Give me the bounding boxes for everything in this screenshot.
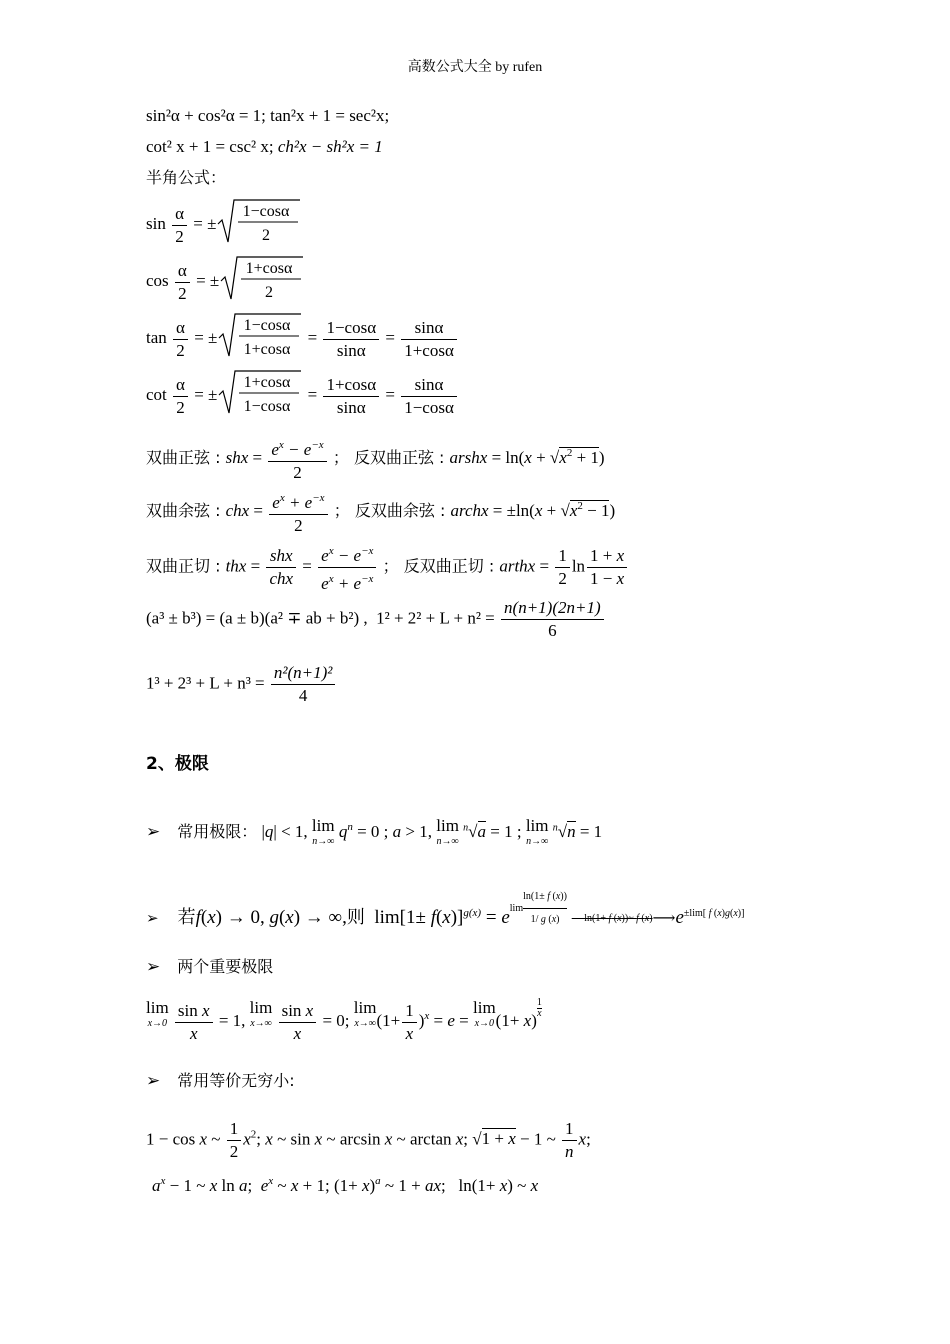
cot-csc-identity-line [146,136,383,158]
hyperbolic-cosine-line: 双曲余弦 : chx = $\frac{e^x + e^{-x}}{2}$ ； 反双曲余弦 : archx = $\pm\ln(x + √x^2 - 1)$ [146,489,615,535]
cos-label: cos [146,270,169,290]
section-title: 2、极限 [146,754,209,774]
svg-text:1+cosα: 1+cosα [244,374,291,391]
sqrt-radical [217,369,303,423]
pythagorean-identity-text: sin²α + cos²α = 1; tan²x + 1 = sec²x; [146,106,390,125]
inverse-hyperbolic-cosine-label: ； 反双曲余弦 : [333,500,451,520]
hyperbolic-identity-text: ch²x − sh²x = 1 [277,137,383,156]
sqrt-radical [219,255,305,309]
arrow-bullet-icon: ➢ [146,910,159,927]
pythagorean-identity-line [146,105,389,127]
fraction: $\frac{1}{2}$ [227,1120,242,1161]
equivalent-infinitesimals-label: 常用等价无穷小: [177,1071,295,1090]
svg-text:1−cosα: 1−cosα [244,398,291,415]
sum-cubes-denominator: 4 [298,686,308,705]
svg-text:1+cosα: 1+cosα [244,341,291,358]
sqrt-radical [216,198,302,252]
limit-rule-line: ➢ 若f(x) → 0, g(x) → ∞,则 $\lim[1\pm f(x)]^{g(x)} = e^{lim \frac{\ln(1\pm f (x))}{1/ g (x)}}$ ln(1+ f (x))~ f $(x)⟶e^{\pm lim[ f (x)g(x)]}$ [146,886,744,932]
sum-squares-numerator: n(n+1)(2n+1) [501,599,604,620]
tan-label: tan [146,327,167,347]
cos-half-angle-formula: cos $\frac{\alpha}{2}$ = ± 1+cosα 2 [146,255,305,309]
fraction: $\frac{1}{2}$ [555,547,570,588]
two-important-limits-label: 两个重要极限 [177,957,274,976]
hyperbolic-tangent-line: 双曲正切 : thx = $\frac{\text{shx}}{\text{chx}}$ = $\frac{e^x - e^{-x}}{e^x + e^{-x}}$ ； 反双曲正切 : arthx = $\frac{1}{2}$ ln $\frac{1 + x}{1 - x}$ [146,542,629,593]
fraction: $\frac{e^x - e^{-x}}{2}$ [268,436,326,482]
svg-text:1−cosα: 1−cosα [243,203,290,220]
fraction [501,599,604,640]
arrow-bullet-icon: ➢ [146,1071,161,1090]
sum-squares-denominator: 6 [548,621,557,640]
svg-text:1+cosα: 1+cosα [245,260,293,277]
fraction: $\frac{e^x + e^{-x}}{2}$ [269,489,327,535]
fraction [271,664,336,705]
inverse-hyperbolic-tangent-label: ； 反双曲正切 : [382,556,500,576]
hyperbolic-tangent-label: 双曲正切 : [146,556,226,576]
sin-half-angle-formula: sin $\frac{\alpha}{2}$ = ± 1−cosα 2 [146,198,302,252]
sum-squares-left: 1² + 2² + L + n² = [376,608,495,628]
sqrt-radical [217,312,303,366]
if-label: 若 [177,906,196,928]
sum-cubes-left: 1³ + 2³ + L + n³ = [146,673,265,693]
sum-difference-cubes-text: (a³ ± b³) = (a ± b)(a² ∓ ab + b²) , [146,608,368,628]
fraction: $\frac{e^x - e^{-x}}{e^x + e^{-x}}$ [318,542,376,593]
alpha-over-2: $\frac{\alpha}{2}$ [173,319,188,360]
fraction: $\frac{1}{n}$ [562,1120,577,1161]
equivalent-infinitesimals-title [146,1070,295,1092]
half-angle-title: 半角公式： [146,168,227,187]
alpha-over-2: $\frac{\alpha}{2}$ [173,376,188,417]
sum-cubes-numerator: n²(n+1)² [271,664,336,685]
common-limits-label: 常用极限： [177,822,258,841]
cot-csc-identity-text: cot² x + 1 = csc² x; [146,137,274,156]
common-limits-line: ➢ 常用极限： |q| < 1, lim n→∞ $q^n = 0$ ; a > 1, lim n→∞ $^n$√a = 1 ; lim n→∞ $^n$√n = 1 [146,816,603,847]
fraction: $\frac{\text{sin x}}{x}$ [175,1002,213,1043]
equivalent-infinitesimals-line-1: 1 − cos x ~ $\frac{1}{2}$ $x^2$; x ~ sin x ~ arcsin x ~ arctan x; √1 + x − 1 ~ $\frac{1}{n}$ x; [146,1119,591,1161]
tan-half-angle-formula: tan $\frac{\alpha}{2}$ = ± 1−cosα 1+cosα = $\frac{1-\cos\alpha}{\sin\alpha}$ = $\frac{\sin\alpha}{1+\cos\alpha}$ [146,312,459,366]
svg-text:2: 2 [265,284,274,301]
fraction: $\frac{\text{shx}}{\text{chx}}$ [266,547,296,588]
inverse-hyperbolic-sine-label: ； 反双曲正弦 : [332,447,450,467]
fraction: $\frac{\sin\alpha}{1+\cos\alpha}$ [401,319,457,360]
two-important-limits-title [146,956,273,978]
fraction: $\frac{1 + x}{1 - x}$ [587,547,627,588]
hyperbolic-sine-line: 双曲正弦 : shx = $\frac{e^x - e^{-x}}{2}$ ； 反双曲正弦 : arshx = $\ln(x + √x^2 + 1)$ [146,436,605,482]
fraction: $\frac{\text{sin x}}{x}$ [279,1002,317,1043]
fraction: $\frac{1}{x}$ [402,1002,417,1043]
fraction: $\frac{1-\cos\alpha}{\sin\alpha}$ [323,319,379,360]
equivalent-infinitesimals-line-2: $a^x - 1$ ~ x ln a; $e^x$ ~ x + 1; $(1+ x)^a$ ~ 1 + ax; ln(1+ x) ~ x [152,1175,539,1195]
alpha-over-2: $\frac{\alpha}{2}$ [172,205,187,246]
fraction: $\frac{1+\cos\alpha}{\sin\alpha}$ [323,376,379,417]
page-header: 高数公式大全 by rufen [407,60,543,75]
hyperbolic-sine-label: 双曲正弦 : [146,447,226,467]
sum-cubes-line [146,664,337,705]
arrow-bullet-icon: ➢ [146,957,161,976]
svg-text:2: 2 [262,227,271,244]
two-important-limits-formula: lim x→0 $\frac{\text{sin x}}{x}$ = 1, lim x→∞ $\frac{\text{sin x}}{x}$ = 0; lim x→∞ (1+ $\frac{1}{x}$ )$^x$ = e = lim x→0 (1+ x) $\frac{1}{x}$ [146,997,542,1043]
arrow-bullet-icon: ➢ [146,822,161,841]
hyperbolic-cosine-label: 双曲余弦 : [146,500,226,520]
alpha-over-2: $\frac{\alpha}{2}$ [175,262,190,303]
cot-half-angle-formula: cot $\frac{\alpha}{2}$ = ± 1+cosα 1−cosα = $\frac{1+\cos\alpha}{\sin\alpha}$ = $\frac{\sin\alpha}{1-\cos\alpha}$ [146,369,459,423]
svg-text:1−cosα: 1−cosα [244,317,291,334]
sin-label: sin [146,213,166,233]
cot-label: cot [146,384,167,404]
fraction: $\frac{\sin\alpha}{1-\cos\alpha}$ [401,376,457,417]
factor-and-sum-squares-line [146,599,606,640]
